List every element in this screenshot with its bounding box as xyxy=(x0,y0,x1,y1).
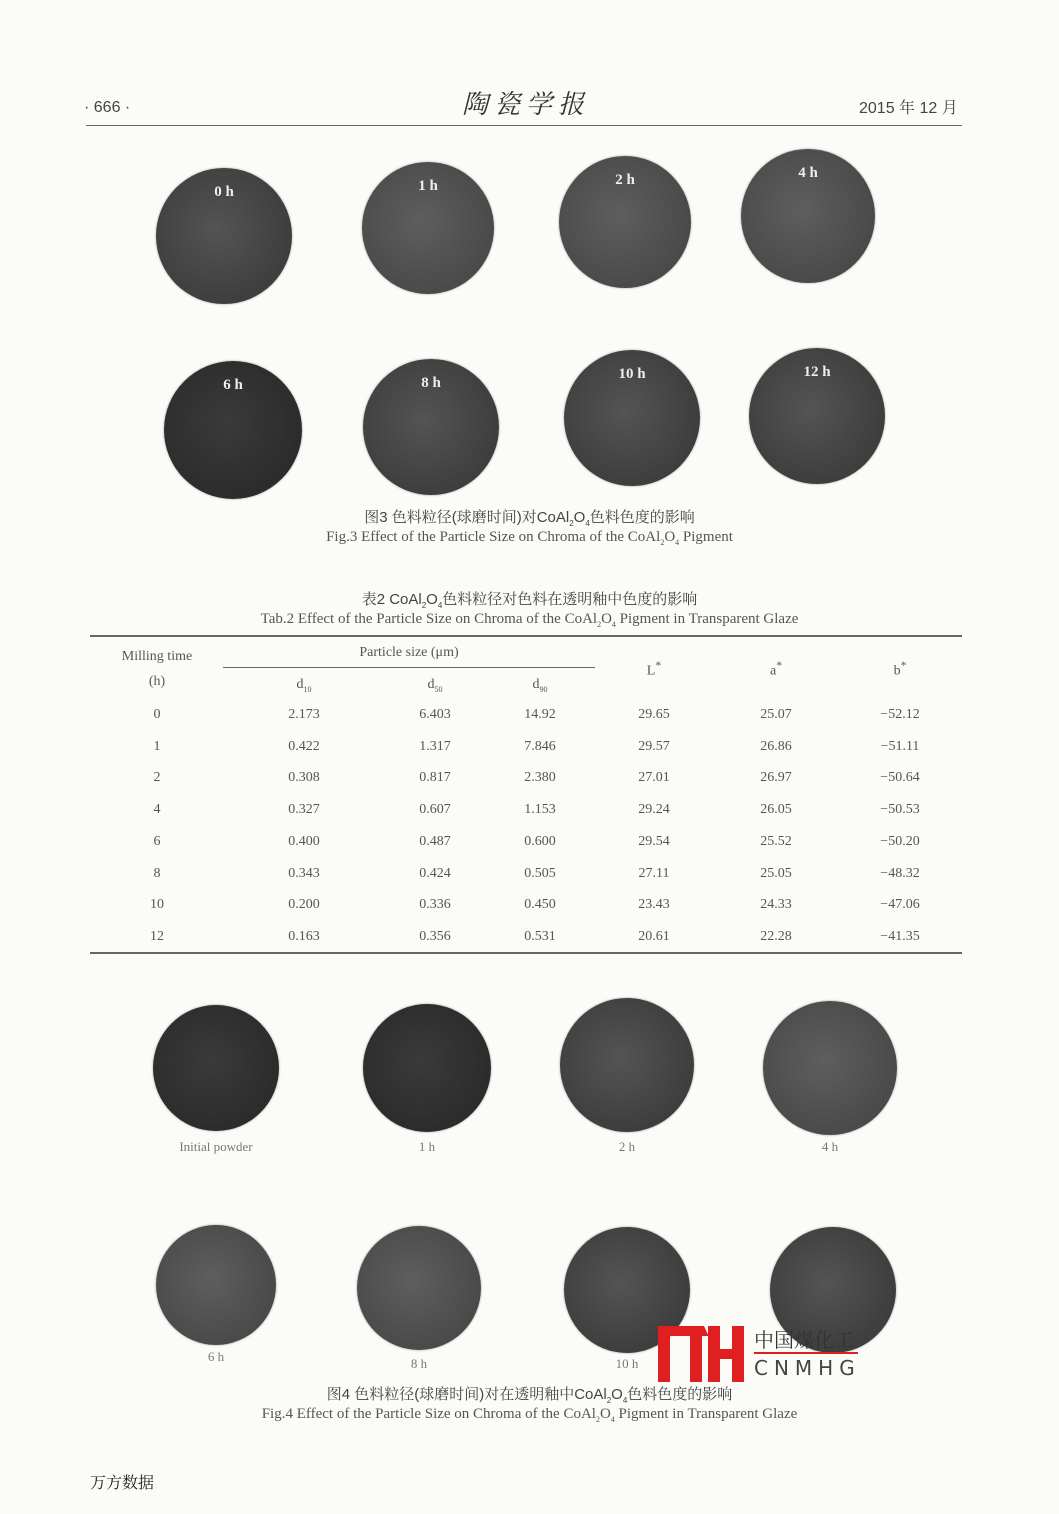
glaze-sample-disc xyxy=(763,1001,897,1135)
header-text: L xyxy=(646,663,656,679)
table-cell: −50.20 xyxy=(880,833,920,849)
header-L xyxy=(594,659,714,680)
sample-disc xyxy=(741,149,875,283)
table-cell: 25.05 xyxy=(760,865,792,881)
table-cell: −51.11 xyxy=(880,738,920,754)
table-cell: 27.11 xyxy=(638,865,670,881)
header-sup: * xyxy=(900,659,907,672)
table-cell: 0.505 xyxy=(524,865,556,881)
header-particle-size: Particle size (μm) xyxy=(359,645,459,660)
table-cell: 0.308 xyxy=(288,770,320,786)
table-bottom-rule xyxy=(90,952,962,954)
table-cell: 2.173 xyxy=(288,707,320,722)
glaze-sample-label: 1 h xyxy=(418,1139,436,1154)
glaze-sample-disc xyxy=(156,1225,276,1345)
caption-sub: 2 xyxy=(421,601,427,610)
glaze-sample-label: 10 h xyxy=(615,1356,639,1371)
table-cell: −52.12 xyxy=(880,707,920,722)
page-number: · 666 · xyxy=(84,99,131,116)
glaze-sample-label: 6 h xyxy=(207,1349,225,1364)
sample-disc xyxy=(564,350,700,486)
caption-sub: 2 xyxy=(597,620,602,629)
table-cell: 14.92 xyxy=(524,707,556,722)
table-cell: 1.153 xyxy=(524,802,556,818)
header-sub: 90 xyxy=(539,684,548,694)
footer-source: 万方数据 xyxy=(90,1473,155,1492)
watermark-logo xyxy=(658,1322,863,1384)
table-cell: −41.35 xyxy=(880,928,920,944)
table-cell: 1.317 xyxy=(419,738,451,754)
caption-sub: 2 xyxy=(660,538,665,547)
table-cell: 0.422 xyxy=(288,738,320,754)
table-cell: 4 xyxy=(153,802,161,818)
header-d10 xyxy=(244,677,364,694)
table-cell: 0.336 xyxy=(419,897,451,913)
table-cell: 27.01 xyxy=(638,770,670,786)
sample-disc xyxy=(156,168,292,304)
caption-text: Fig.3 Effect of the Particle Size on Chroma of the CoAl xyxy=(326,529,661,545)
table-cell: 0.531 xyxy=(524,928,556,944)
fig4-caption-en xyxy=(0,1406,1059,1424)
table-cell: 6 xyxy=(153,833,161,849)
sample-label: 6 h xyxy=(223,377,243,393)
header-text: d xyxy=(532,677,540,692)
table-cell: 6.403 xyxy=(419,707,451,722)
caption-text: Pigment xyxy=(679,529,733,545)
caption-text: Tab.2 Effect of the Particle Size on Chroma of the CoAl xyxy=(260,611,598,627)
header-text: a xyxy=(769,663,777,679)
header-d50 xyxy=(375,677,495,694)
table-cell: 29.24 xyxy=(638,802,670,818)
caption-sub: 2 xyxy=(595,1415,600,1424)
sample-label: 0 h xyxy=(214,184,234,200)
header-d90 xyxy=(480,677,600,694)
caption-text: 色料色度的影响 xyxy=(589,509,695,526)
table-cell: −48.32 xyxy=(880,865,920,881)
table-cell: 0.607 xyxy=(419,802,451,818)
caption-text: O xyxy=(573,509,586,526)
sample-disc xyxy=(362,162,494,294)
table-cell: 7.846 xyxy=(524,738,556,754)
caption-text: 表2 CoAl xyxy=(361,591,422,608)
header-sub: 50 xyxy=(434,684,443,694)
header-sub: 10 xyxy=(303,684,312,694)
caption-sub: 4 xyxy=(675,538,680,547)
issue-date: 2015 年 12 月 xyxy=(859,100,958,117)
caption-sub: 4 xyxy=(437,601,443,610)
caption-text: 色料色度的影响 xyxy=(627,1386,733,1403)
table-cell: 0.356 xyxy=(419,928,451,944)
caption-text: 图3 色料粒径(球磨时间)对CoAl xyxy=(364,509,570,526)
caption-text: O xyxy=(664,529,676,545)
table-cell: 0.487 xyxy=(419,833,451,849)
glaze-sample-label: 4 h xyxy=(821,1139,839,1154)
caption-text: Pigment in Transparent Glaze xyxy=(614,1406,798,1422)
caption-text: 色料粒径对色料在透明釉中色度的影响 xyxy=(442,591,698,608)
header-b xyxy=(840,659,960,680)
caption-sub: 4 xyxy=(622,1396,628,1405)
table-cell: 10 xyxy=(150,897,164,913)
caption-sub: 2 xyxy=(606,1396,612,1405)
glaze-sample-disc xyxy=(153,1005,279,1131)
table2-title-cn xyxy=(0,588,1059,610)
glaze-sample-disc xyxy=(560,998,694,1132)
glaze-sample-label: Initial powder xyxy=(179,1139,253,1154)
caption-text: O xyxy=(599,1406,611,1422)
header-milling-unit: (h) xyxy=(148,674,166,689)
caption-sub: 4 xyxy=(585,519,590,528)
caption-sub: 4 xyxy=(611,620,616,629)
header-milling-time: Milling time xyxy=(121,649,193,664)
watermark-en: CNMHG xyxy=(754,1356,861,1380)
fig3-caption-cn xyxy=(0,506,1059,528)
table-cell: 26.86 xyxy=(760,738,792,754)
table-cell: −50.64 xyxy=(880,770,920,786)
sample-label: 4 h xyxy=(798,165,818,181)
particle-size-rule xyxy=(223,667,595,668)
caption-text: O xyxy=(601,611,612,627)
sample-label: 2 h xyxy=(615,172,635,188)
sample-label: 1 h xyxy=(418,178,438,194)
header-sup: * xyxy=(655,659,662,672)
sample-disc xyxy=(363,359,499,495)
table-cell: 20.61 xyxy=(638,928,670,944)
table-top-rule xyxy=(90,635,962,637)
caption-text: O xyxy=(426,591,438,608)
table-cell: 29.57 xyxy=(638,738,670,754)
table-cell: 1 xyxy=(153,738,161,754)
caption-sub: 2 xyxy=(569,519,574,528)
table2-title-en xyxy=(0,611,1059,629)
sample-label: 12 h xyxy=(803,364,831,380)
table-cell: 29.65 xyxy=(638,707,670,722)
table-cell: 25.52 xyxy=(760,833,792,849)
table-cell: 25.07 xyxy=(760,707,792,722)
table-cell: 0 xyxy=(153,707,161,722)
table-cell: 0.343 xyxy=(288,865,320,881)
table-cell: 12 xyxy=(150,928,164,944)
caption-sub: 4 xyxy=(610,1415,615,1424)
sample-label: 8 h xyxy=(421,375,441,391)
table-cell: 26.97 xyxy=(760,770,792,786)
caption-text: Fig.4 Effect of the Particle Size on Chroma of the CoAl xyxy=(261,1406,596,1422)
glaze-sample-disc xyxy=(363,1004,491,1132)
table-cell: 0.327 xyxy=(288,802,320,818)
table-cell: 26.05 xyxy=(760,802,792,818)
header-sup: * xyxy=(776,659,783,672)
table-cell: 8 xyxy=(153,865,161,881)
sample-disc xyxy=(559,156,691,288)
table-cell: 0.163 xyxy=(288,928,320,944)
table-cell: 2 xyxy=(153,770,161,786)
caption-text: O xyxy=(611,1386,623,1403)
header-text: d xyxy=(427,677,435,692)
caption-text: Pigment in Transparent Glaze xyxy=(615,611,799,627)
watermark-cn: 中国煤化工 xyxy=(754,1328,854,1352)
header-a xyxy=(716,659,836,680)
table-cell: 0.600 xyxy=(524,833,556,849)
glaze-sample-label: 2 h xyxy=(618,1139,636,1154)
table-cell: 0.450 xyxy=(524,897,556,913)
sample-disc xyxy=(164,361,302,499)
sample-label: 10 h xyxy=(618,366,646,382)
table-cell: 23.43 xyxy=(638,897,670,913)
header-rule xyxy=(86,125,962,126)
table-cell: 29.54 xyxy=(638,833,670,849)
table-cell: −47.06 xyxy=(880,897,920,913)
table-cell: 22.28 xyxy=(760,928,792,944)
table-cell: 0.400 xyxy=(288,833,320,849)
header-text: b xyxy=(893,663,901,679)
table-cell: 0.817 xyxy=(419,770,451,786)
glaze-sample-disc xyxy=(357,1226,481,1350)
table-cell: 24.33 xyxy=(760,897,792,913)
table-cell: −50.53 xyxy=(880,802,920,818)
glaze-sample-label: 8 h xyxy=(410,1356,428,1371)
table-cell: 2.380 xyxy=(524,770,556,786)
fig4-caption-cn xyxy=(0,1383,1059,1405)
journal-title: 陶瓷学报 xyxy=(462,90,591,120)
fig3-caption-en xyxy=(0,529,1059,547)
table-cell: 0.424 xyxy=(419,865,451,881)
caption-text: 图4 色料粒径(球磨时间)对在透明釉中CoAl xyxy=(326,1386,607,1403)
header-text: d xyxy=(296,677,304,692)
sample-disc xyxy=(749,348,885,484)
table-cell: 0.200 xyxy=(288,897,320,913)
